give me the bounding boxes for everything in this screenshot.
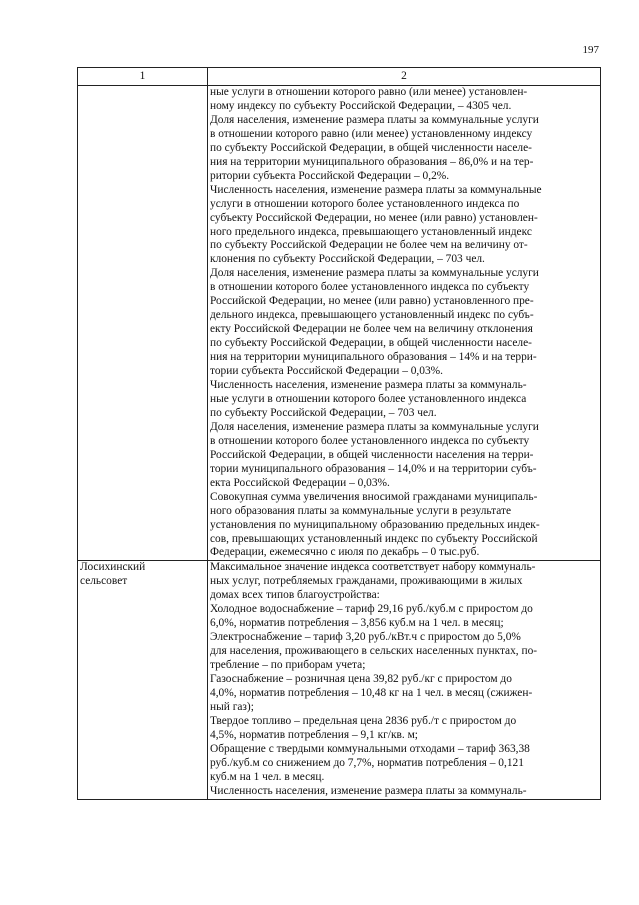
paragraph-line: ные услуги в отношении которого более установленного индекса [210, 392, 527, 405]
paragraph-line: Численность населения, изменение размера платы за коммуналь- [210, 784, 527, 797]
paragraph-line: ного предельного индекса, превышающего установленный индекс [210, 225, 532, 238]
paragraph-line: ному индексу по субъекту Российской Федерации, – 4305 чел. [210, 99, 512, 112]
paragraph-line: Электроснабжение – тариф 3,20 руб./кВт.ч с приростом до 5,0% [210, 631, 521, 644]
paragraph-line: услуги в отношении которого более установленного индекса по [210, 197, 520, 210]
paragraph-line: в отношении которого более установленного индекса по субъекту [210, 434, 530, 447]
paragraph [210, 86, 598, 114]
paragraph-line: Доля населения, изменение размера платы за коммунальные услуги [210, 420, 539, 433]
paragraph-line: субъекту Российской Федерации, но менее (или равно) установлен- [210, 211, 538, 224]
row-name-cell [78, 561, 208, 799]
paragraph [210, 743, 598, 785]
paragraph-line: дельного индекса, превышающего установленный индекс по субъ- [210, 309, 534, 322]
paragraph-line: Обращение с твердыми коммунальными отходами – тариф 363,38 [210, 742, 530, 755]
page-number: 197 [582, 44, 599, 56]
paragraph-line: екта Российской Федерации – 0,03%. [210, 476, 390, 489]
paragraph-line: 4,5%, норматив потребления – 9,1 кг/кв. м; [210, 728, 418, 741]
paragraph [210, 379, 598, 421]
paragraph-line: Максимальное значение индекса соответствует набору коммуналь- [210, 561, 536, 574]
table-row [78, 86, 601, 561]
paragraph-line: Холодное водоснабжение – тариф 29,16 руб./куб.м с приростом до [210, 603, 533, 616]
paragraph-line: ные услуги в отношении которого равно (или менее) установлен- [210, 86, 528, 98]
column-header-2: 2 [208, 68, 601, 86]
paragraph-line: 6,0%, норматив потребления – 3,856 куб.м на 1 чел. в месяц; [210, 617, 504, 630]
paragraph [210, 603, 598, 631]
paragraph [210, 491, 598, 561]
column-header-1: 1 [78, 68, 208, 86]
paragraph [210, 184, 598, 268]
paragraph [210, 114, 598, 184]
table-row [78, 561, 601, 799]
paragraph-line: Твердое топливо – предельная цена 2836 руб./т с приростом до [210, 714, 517, 727]
paragraph [210, 715, 598, 743]
paragraph-line: ный газ); [210, 700, 254, 713]
cell-text-line: Лосихинский [80, 561, 146, 574]
paragraph-line: руб./куб.м со снижением до 7,7%, норматив потребления – 0,121 [210, 756, 524, 769]
paragraph-line: установления по муниципальному образованию предельных индек- [210, 518, 540, 531]
paragraph-line: тории муниципального образования – 14,0% и на территории субъ- [210, 462, 537, 475]
paragraph-line: для населения, проживающего в сельских населенных пунктах, по- [210, 645, 538, 658]
table-header-row [78, 68, 601, 86]
paragraph-line: клонения по субъекту Российской Федерации, – 703 чел. [210, 253, 485, 266]
paragraph-line: сов, превышающих установленный индекс по субъекту Российской [210, 532, 538, 545]
paragraph-line: в отношении которого равно (или менее) установленному индексу [210, 127, 533, 140]
paragraph-line: тории субъекта Российской Федерации – 0,03%. [210, 365, 444, 378]
paragraph-line: по субъекту Российской Федерации, в общей численности населе- [210, 141, 532, 154]
content-table [77, 67, 601, 800]
paragraph-line: в отношении которого более установленного индекса по субъекту [210, 281, 530, 294]
paragraph-line: по субъекту Российской Федерации, в общей численности населе- [210, 337, 532, 350]
row-name-cell [78, 86, 208, 561]
paragraph-line: требление – по приборам учета; [210, 659, 366, 672]
paragraph-line: домах всех типов благоустройства: [210, 589, 380, 602]
paragraph-line: Российской Федерации, но менее (или равно) установленного пре- [210, 295, 534, 308]
paragraph-line: ных услуг, потребляемых гражданами, проживающими в жилых [210, 575, 523, 588]
paragraph-line: Газоснабжение – розничная цена 39,82 руб./кг с приростом до [210, 673, 512, 686]
paragraph-line: куб.м на 1 чел. в месяц. [210, 770, 325, 783]
paragraph-line: Российской Федерации, в общей численности населения на терри- [210, 448, 534, 461]
paragraph [210, 561, 598, 603]
paragraph-line: Доля населения, изменение размера платы за коммунальные услуги [210, 113, 539, 126]
paragraph-line: екту Российской Федерации не более чем на величину отклонения [210, 323, 533, 336]
cell-text-line: сельсовет [80, 575, 128, 588]
paragraph-line: 4,0%, норматив потребления – 10,48 кг на 1 чел. в месяц (сжижен- [210, 686, 533, 699]
paragraph [210, 673, 598, 715]
paragraph-line: по субъекту Российской Федерации не более чем на величину от- [210, 239, 528, 252]
row-content-cell [208, 561, 601, 799]
paragraph-line: Численность населения, изменение размера платы за коммунальные [210, 183, 542, 196]
paragraph [210, 421, 598, 491]
paragraph-line: Совокупная сумма увеличения вносимой гражданами муниципаль- [210, 490, 538, 503]
paragraph-line: Федерации, ежемесячно с июля по декабрь – 0 тыс.руб. [210, 546, 480, 559]
paragraph-line: Численность населения, изменение размера платы за коммуналь- [210, 379, 527, 392]
row-content-cell [208, 86, 601, 561]
paragraph-line: ного образования платы за коммунальные услуги в результате [210, 504, 512, 517]
paragraph-line: по субъекту Российской Федерации, – 703 чел. [210, 406, 437, 419]
paragraph-line: ния на территории муниципального образования – 86,0% и на тер- [210, 155, 534, 168]
paragraph [210, 785, 598, 799]
paragraph-line: ния на территории муниципального образования – 14% и на терри- [210, 351, 537, 364]
paragraph [210, 267, 598, 379]
paragraph-line: Доля населения, изменение размера платы за коммунальные услуги [210, 267, 539, 280]
paragraph-line: ритории субъекта Российской Федерации – 0,2%. [210, 169, 450, 182]
paragraph [210, 631, 598, 673]
